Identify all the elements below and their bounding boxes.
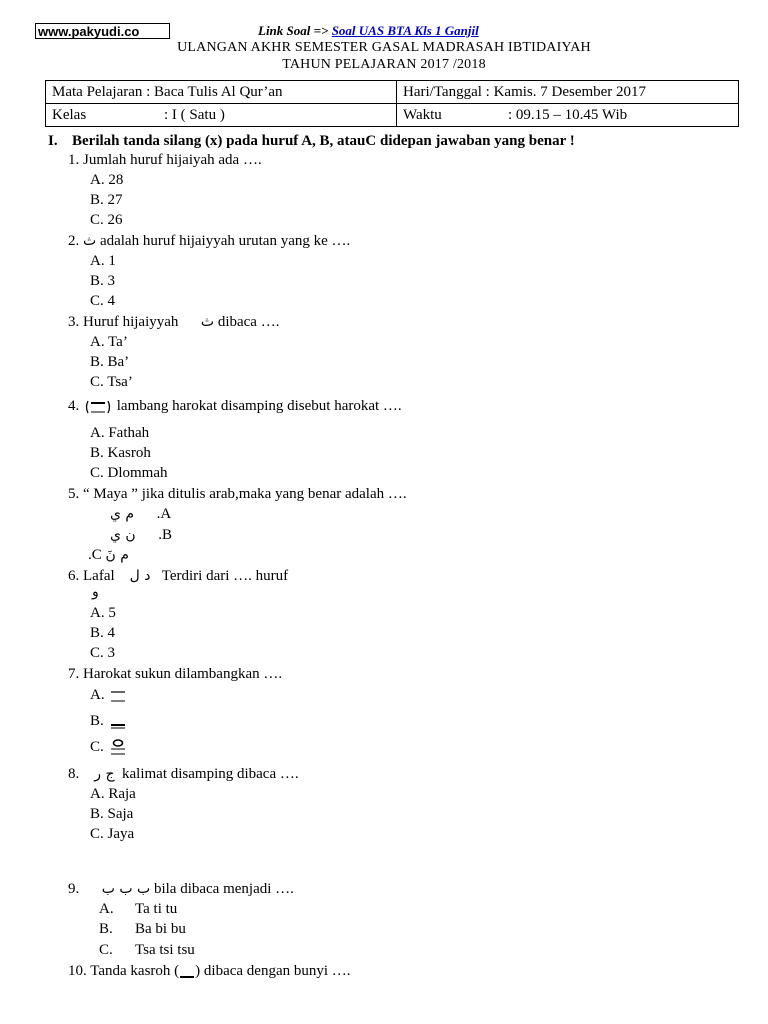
time-label: Waktu (403, 107, 442, 123)
option-label: .A (156, 506, 172, 522)
option-text: Ta ti tu (135, 901, 178, 917)
option-6b[interactable]: B. 4 (90, 625, 116, 641)
question-8 (68, 765, 299, 783)
question-number: 5. (68, 486, 80, 502)
sukun-symbol-icon (108, 739, 128, 757)
question-text: Harokat sukun dilambangkan …. (83, 666, 283, 682)
time-value: : 09.15 – 10.45 Wib (508, 107, 628, 123)
arabic-word: ج ر (94, 766, 115, 782)
option-7b[interactable] (90, 712, 128, 730)
option-text: Tsa tsi tsu (135, 942, 195, 958)
class-value: : I ( Satu ) (164, 107, 225, 123)
question-number: 7. (68, 666, 80, 682)
option-2c[interactable]: C. 4 (90, 293, 116, 309)
question-number: 8. (68, 766, 80, 782)
option-6a[interactable]: A. 5 (90, 605, 116, 621)
instruction-text: Berilah tanda silang (x) pada huruf A, B, atauC didepan jawaban yang benar ! (72, 133, 575, 149)
question-number: 9. (68, 881, 80, 897)
option-9c[interactable] (99, 941, 195, 959)
option-9b[interactable] (99, 920, 186, 938)
option-label: .B (158, 527, 172, 543)
question-number: 6. (68, 568, 80, 584)
option-label: C. (90, 739, 104, 755)
class-cell (46, 104, 397, 127)
question-number: 2. (68, 233, 80, 249)
question-text: Jumlah huruf hijaiyah ada …. (83, 152, 262, 168)
option-8a[interactable]: A. Raja (90, 786, 136, 802)
question-text: dibaca …. (217, 314, 280, 330)
question-text-pre: Lafal (83, 568, 115, 584)
question-7 (68, 665, 282, 683)
option-5a[interactable] (110, 505, 171, 523)
option-2a[interactable]: A. 1 (90, 253, 116, 269)
question-9 (68, 880, 294, 898)
option-1c[interactable]: C. 26 (90, 212, 123, 228)
option-label: .C (88, 547, 102, 563)
exam-link[interactable]: Soal UAS BTA Kls 1 Ganjil (331, 23, 479, 38)
subject-cell: Mata Pelajaran : Baca Tulis Al Qur’an (46, 81, 397, 104)
site-label: www.pakyudi.co (35, 23, 170, 39)
section-instruction (48, 132, 575, 150)
low-bar-symbol-icon (108, 714, 128, 730)
arabic-word: ب ب ب (101, 881, 151, 897)
arabic-letter: ث (200, 314, 215, 330)
option-3c[interactable]: C. Tsa’ (90, 374, 133, 390)
option-3a[interactable]: A. Ta’ (90, 334, 128, 350)
exam-title: ULANGAN AKHR SEMESTER GASAL MADRASAH IBTIDAIYAH (177, 40, 591, 55)
question-text-pre: Huruf hijaiyyah (83, 314, 179, 330)
option-text: Ba bi bu (135, 921, 186, 937)
arabic-option: ن ي (110, 527, 136, 543)
option-4a[interactable]: A. Fathah (90, 425, 150, 441)
option-label: A. (90, 687, 105, 703)
question-text: “ Maya ” jika ditulis arab,maka yang benar adalah …. (83, 486, 407, 502)
question-2 (68, 232, 350, 250)
option-6c[interactable]: C. 3 (90, 645, 116, 661)
option-4c[interactable]: C. Dlommah (90, 465, 168, 481)
question-text: adalah huruf hijaiyyah urutan yang ke …. (99, 233, 351, 249)
arabic-word-part: و (92, 584, 99, 600)
section-number: I. (48, 133, 58, 149)
option-label: B. (90, 713, 104, 729)
question-10 (68, 962, 351, 980)
link-line (258, 22, 479, 40)
question-text: Terdiri dari …. huruf (161, 568, 289, 584)
question-3 (68, 313, 279, 331)
question-6 (68, 567, 288, 585)
class-label: Kelas (52, 107, 87, 123)
question-1 (68, 151, 262, 169)
fathah-symbol-icon (83, 399, 113, 415)
time-cell (397, 104, 739, 127)
option-8c[interactable]: C. Jaya (90, 826, 135, 842)
arabic-option: م ي (110, 506, 135, 522)
option-7c[interactable] (90, 738, 128, 757)
question-number: 1. (68, 152, 80, 168)
exam-info-table (45, 80, 739, 127)
option-letter: C. (99, 942, 113, 958)
question-text: bila dibaca menjadi …. (153, 881, 294, 897)
arabic-option: م نَ (105, 547, 129, 563)
option-1b[interactable]: B. 27 (90, 192, 123, 208)
question-text: lambang harokat disamping disebut harokat …. (116, 398, 402, 414)
question-text: kalimat disamping dibaca …. (122, 766, 299, 782)
date-cell: Hari/Tanggal : Kamis. 7 Desember 2017 (397, 81, 739, 104)
question-text: ) dibaca dengan bunyi …. (195, 963, 351, 979)
option-8b[interactable]: B. Saja (90, 806, 134, 822)
arabic-word: د ل (129, 568, 151, 584)
option-5c[interactable] (88, 546, 129, 564)
double-bar-symbol-icon (108, 688, 128, 704)
option-3b[interactable]: B. Ba’ (90, 354, 130, 370)
school-year: TAHUN PELAJARAN 2017 /2018 (282, 57, 486, 72)
option-9a[interactable] (99, 900, 177, 918)
link-prefix: Link Soal => (258, 23, 329, 38)
option-2b[interactable]: B. 3 (90, 273, 116, 289)
option-5b[interactable] (110, 526, 172, 544)
arabic-letter: ث (83, 233, 97, 249)
kasroh-symbol-icon (179, 965, 195, 979)
option-letter: A. (99, 901, 114, 917)
question-5 (68, 485, 407, 503)
question-text-pre: Tanda kasroh ( (90, 963, 180, 979)
question-number: 3. (68, 314, 80, 330)
option-4b[interactable]: B. Kasroh (90, 445, 151, 461)
option-letter: B. (99, 921, 113, 937)
question-4 (68, 397, 402, 415)
question-number: 4. (68, 398, 80, 414)
option-1a[interactable]: A. 28 (90, 172, 124, 188)
option-7a[interactable] (90, 686, 128, 704)
question-number: 10. (68, 963, 87, 979)
